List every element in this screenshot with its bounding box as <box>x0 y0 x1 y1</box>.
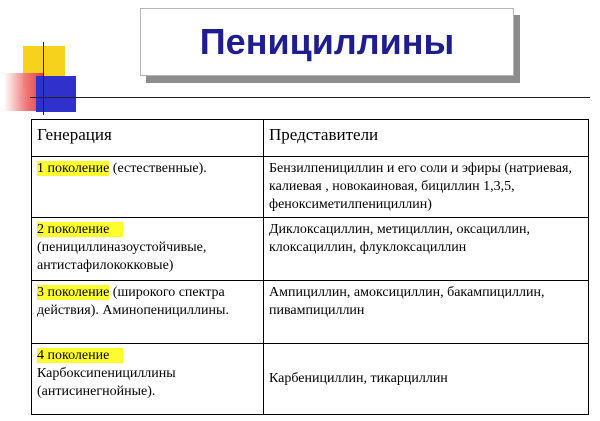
representatives-cell: Диклоксациллин, метициллин, оксациллин, клоксациллин, флуклоксациллин <box>264 218 589 281</box>
generation-description: (пенициллиназоустойчивые, антистафилококковые) <box>37 240 207 273</box>
generation-label: 3 поколение <box>37 285 110 300</box>
generation-cell <box>32 281 264 344</box>
representatives-cell: Ампициллин, амоксициллин, бакампициллин, пивампициллин <box>264 281 589 344</box>
representatives-cell: Бензилпенициллин и его соли и эфиры (натриевая, калиевая , новокаиновая, бициллин 1,3,5, феноксиметилпенициллин) <box>264 157 589 218</box>
header-generation: Генерация <box>32 120 264 157</box>
table-row <box>32 281 589 344</box>
generation-label: 1 поколение <box>37 161 110 176</box>
generation-description: (естественные). <box>109 161 207 176</box>
decorative-blue-square <box>36 76 76 112</box>
table-row <box>32 344 589 415</box>
decorative-vertical-line <box>43 42 44 115</box>
table-row <box>32 157 589 218</box>
generation-label: 4 поколение <box>37 348 123 363</box>
header-representatives: Представители <box>264 120 589 157</box>
generation-cell <box>32 344 264 415</box>
table-row <box>32 218 589 281</box>
generation-label: 2 поколение <box>37 222 123 237</box>
generation-cell <box>32 218 264 281</box>
representatives-cell <box>264 344 589 415</box>
page-title: Пенициллины <box>199 21 455 62</box>
decorative-horizontal-line <box>30 97 590 98</box>
generation-description: (широкого спектра действия). Аминопенициллины. <box>37 285 229 318</box>
table-header-row <box>32 120 589 157</box>
generations-table <box>31 119 589 415</box>
title-box <box>140 8 514 76</box>
generation-cell <box>32 157 264 218</box>
representatives-text: Карбенициллин, тикарциллин <box>269 371 448 386</box>
generation-description: Карбоксипенициллины (антисинегнойные). <box>37 366 176 399</box>
